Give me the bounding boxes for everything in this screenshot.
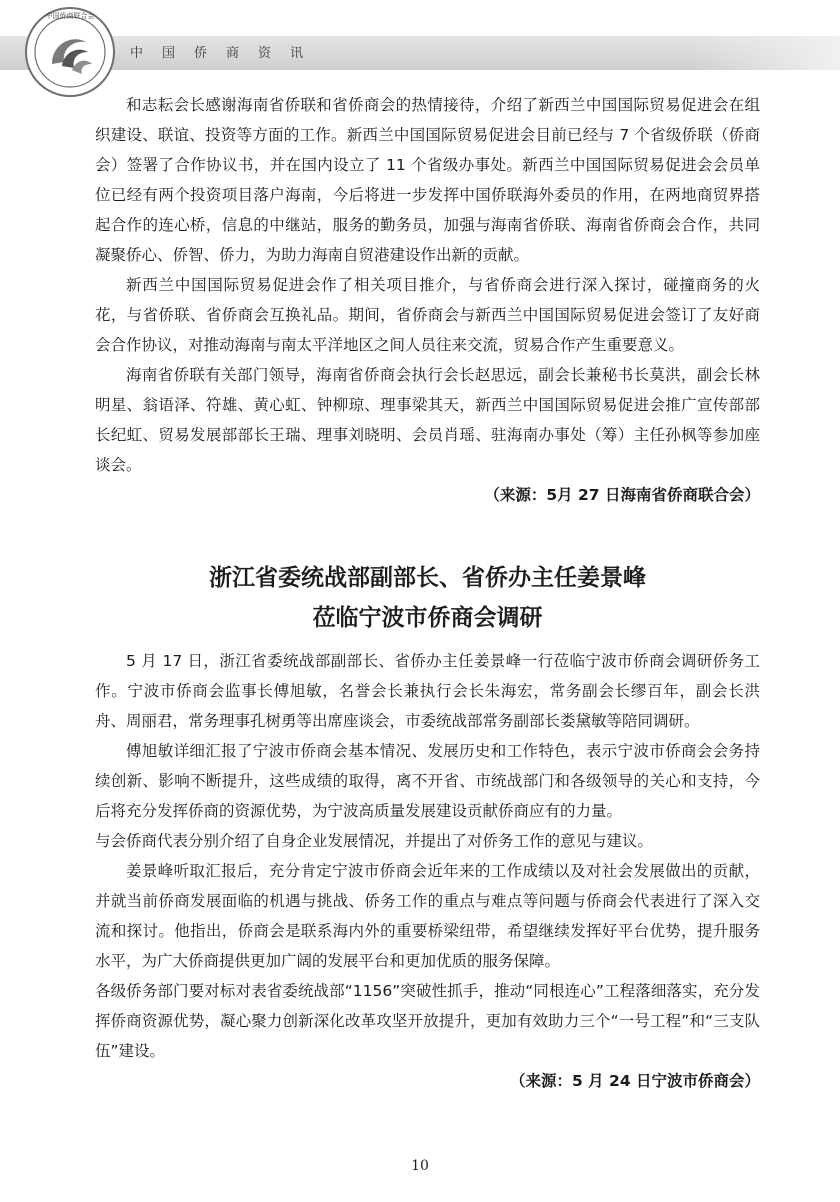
article2-paragraph-3: 与会侨商代表分别介绍了自身企业发展情况，并提出了对侨务工作的意见与建议。 xyxy=(95,832,654,850)
article2-title-line2: 莅临宁波市侨商会调研 xyxy=(312,605,543,631)
article2-paragraph-2: 傅旭敏详细汇报了宁波市侨商会基本情况、发展历史和工作特色，表示宁波市侨商会会务持续创新、影响不断提升，这些成绩的取得，离不开省、市统战部门和各级领导的关心和支持，今后将充分发挥侨商的资源优势，为宁波高质量发展建设贡献侨商应有的力量。 xyxy=(95,742,760,820)
article2-paragraph-4: 姜景峰听取汇报后，充分肯定宁波市侨商会近年来的工作成绩以及对社会发展做出的贡献，并就当前侨商发展面临的机遇与挑战、侨务工作的重点与难点等问题与侨商会代表进行了深入交流和探讨。他指出，侨商会是联系海内外的重要桥梁纽带，希望继续发挥好平台优势，提升服务水平，为广大侨商提供更加广阔的发展平台和更加优质的服务保障。 xyxy=(95,862,760,970)
header-title: 中国侨商资讯 xyxy=(130,46,323,61)
page-number: 10 xyxy=(411,1158,429,1174)
page-content xyxy=(95,90,760,1096)
federation-logo xyxy=(22,4,118,100)
article1-paragraph-1: 和志耘会长感谢海南省侨联和省侨商会的热情接待，介绍了新西兰中国国际贸易促进会在组织建设、联谊、投资等方面的工作。新西兰中国国际贸易促进会目前已经与 7 个省级侨联（侨商会）签署了合作协议书，并在国内设立了 11 个省级办事处。新西兰中国国际贸易促进会会员单位已经有两个投资项目落户海南，今后将进一步发挥中国侨联海外委员的作用，在两地商贸界搭起合作的连心桥，信息的中继站，服务的勤务员，加强与海南省侨联、海南省侨商会合作，共同凝聚侨心、侨智、侨力，为助力海南自贸港建设作出新的贡献。 xyxy=(95,96,760,264)
article2-paragraph-5: 各级侨务部门要对标对表省委统战部“1156”突破性抓手，推动“同根连心”工程落细落实，充分发挥侨商资源优势，凝心聚力创新深化改革攻坚开放提升，更加有效助力三个“一号工程”和“三支队伍”建设。 xyxy=(95,982,760,1060)
article2-title xyxy=(95,558,760,638)
logo-text: 中国侨商联合会 xyxy=(45,12,95,20)
article2-title-line1: 浙江省委统战部副部长、省侨办主任姜景峰 xyxy=(209,565,646,591)
article1-paragraph-2: 新西兰中国国际贸易促进会作了相关项目推介，与省侨商会进行深入探讨，碰撞商务的火花，与省侨联、省侨商会互换礼品。期间，省侨商会与新西兰中国国际贸易促进会签订了友好商会合作协议，对推动海南与南太平洋地区之间人员往来交流，贸易合作产生重要意义。 xyxy=(95,276,760,354)
article2-source: （来源：5 月 24 日宁波市侨商会） xyxy=(509,1072,760,1090)
article1-source: （来源：5月 27 日海南省侨商联合会） xyxy=(484,486,760,504)
article2-paragraph-1: 5 月 17 日，浙江省委统战部副部长、省侨办主任姜景峰一行莅临宁波市侨商会调研侨务工作。宁波市侨商会监事长傅旭敏，名誉会长兼执行会长朱海宏，常务副会长缪百年，副会长洪舟、周丽君，常务理事孔树勇等出席座谈会，市委统战部常务副部长娄黛敏等陪同调研。 xyxy=(95,652,760,730)
article1-paragraph-3: 海南省侨联有关部门领导，海南省侨商会执行会长赵思远，副会长兼秘书长莫洪，副会长林明星、翁语泽、符雄、黄心虹、钟柳琼、理事梁其天，新西兰中国国际贸易促进会推广宣传部部长纪虹、贸易发展部部长王瑞、理事刘晓明、会员肖瑶、驻海南办事处（筹）主任孙枫等参加座谈会。 xyxy=(95,366,760,474)
header-gradient xyxy=(690,36,840,70)
